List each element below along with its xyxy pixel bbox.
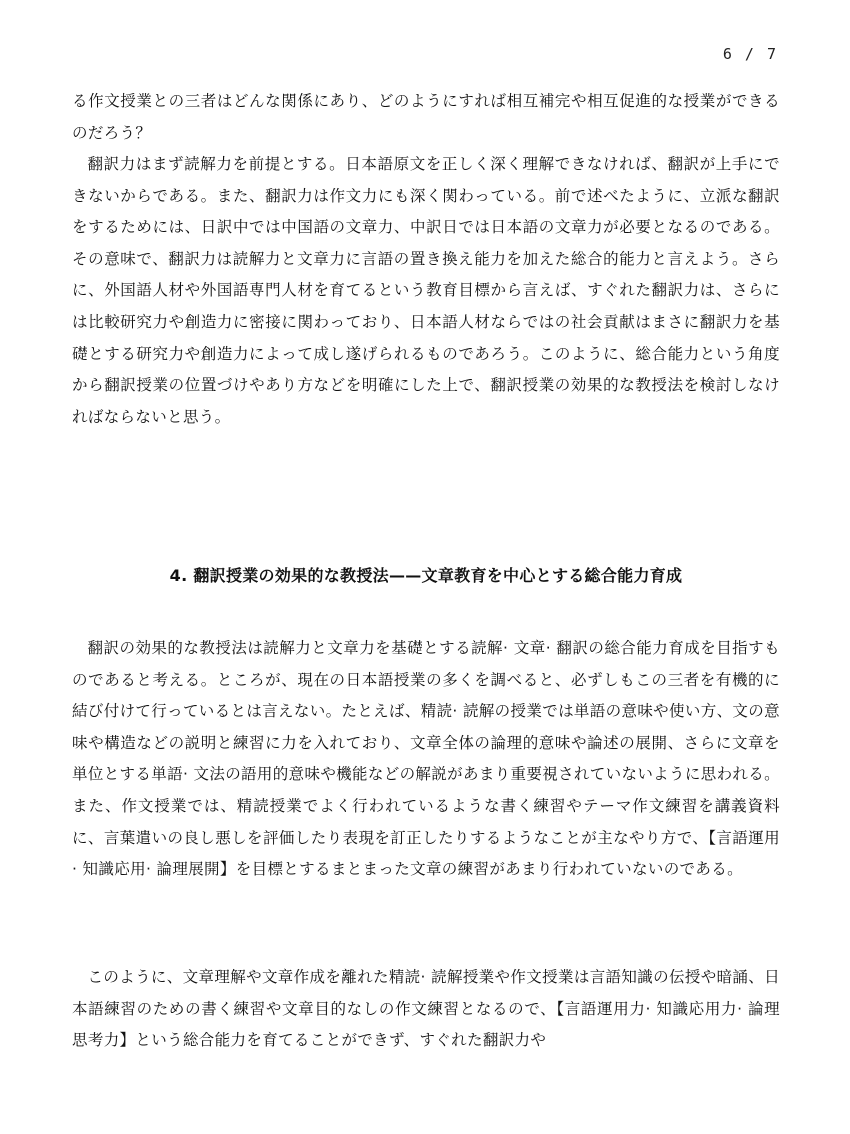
section-heading: 4. 翻訳授業の効果的な教授法——文章教育を中心とする総合能力育成 — [169, 566, 683, 585]
paragraph-conclusion: このように、文章理解や文章作成を離れた精読· 読解授業や作文授業は言語知識の伝授や暗誦、日本語練習のための書く練習や文章目的なしの作文練習となるので、【言語運用力· 知識応用力· 論理思考力】という総合能力を育てることができず、すぐれた翻訳力や — [72, 968, 780, 1050]
paragraph-effective-method: 翻訳の効果的な教授法は読解力と文章力を基礎とする読解· 文章· 翻訳の総合能力育成を目指すものであると考える。ところが、現在の日本語授業の多くを調べると、必ずしもこの三者を有機的に結び付けて行っているとは言えない。たとえば、精読· 読解の授業では単語の意味や使い方、文の意味や構造などの説明と練習に力を入れており、文章全体の論理的意味や論述の展開、さらに文章を単位とする単語· 文法の語用的意味や機能などの解説があまり重要視されていないように思われる。また、作文授業では、精読授業でよく行われているような書く練習やテーマ作文練習を講義資料に、言葉遣いの良し悪しを評価したり表現を訂正したりするようなことが主なやり方で、【言語運用· 知識応用· 論理展開】を目標とするまとまった文章の練習があまり行われていないのである。 — [72, 639, 780, 879]
paragraph-intro-tail: る作文授業との三者はどんな関係にあり、どのようにすれば相互補完や相互促進的な授業ができるのだろう？ — [72, 92, 780, 142]
page-number: 6 / 7 — [722, 45, 778, 63]
paragraph-translation-ability: 翻訳力はまず読解力を前提とする。日本語原文を正しく深く理解できなければ、翻訳が上手にできないからである。また、翻訳力は作文力にも深く関わっている。前で述べたように、立派な翻訳をするためには、日訳中では中国語の文章力、中訳日では日本語の文章力が必要となるのである。その意味で、翻訳力は読解力と文章力に言語の置き換え能力を加えた総合的能力と言えよう。さらに、外国語人材や外国語専門人材を育てるという教育目標から言えば、すぐれた翻訳力は、さらには比較研究力や創造力に密接に関わっており、日本語人材ならではの社会貢献はまさに翻訳力を基礎とする研究力や創造力によって成し遂げられるものであろう。このように、総合能力という角度から翻訳授業の位置づけやあり方などを明確にした上で、翻訳授業の効果的な教授法を検討しなければならないと思う。 — [72, 155, 780, 426]
